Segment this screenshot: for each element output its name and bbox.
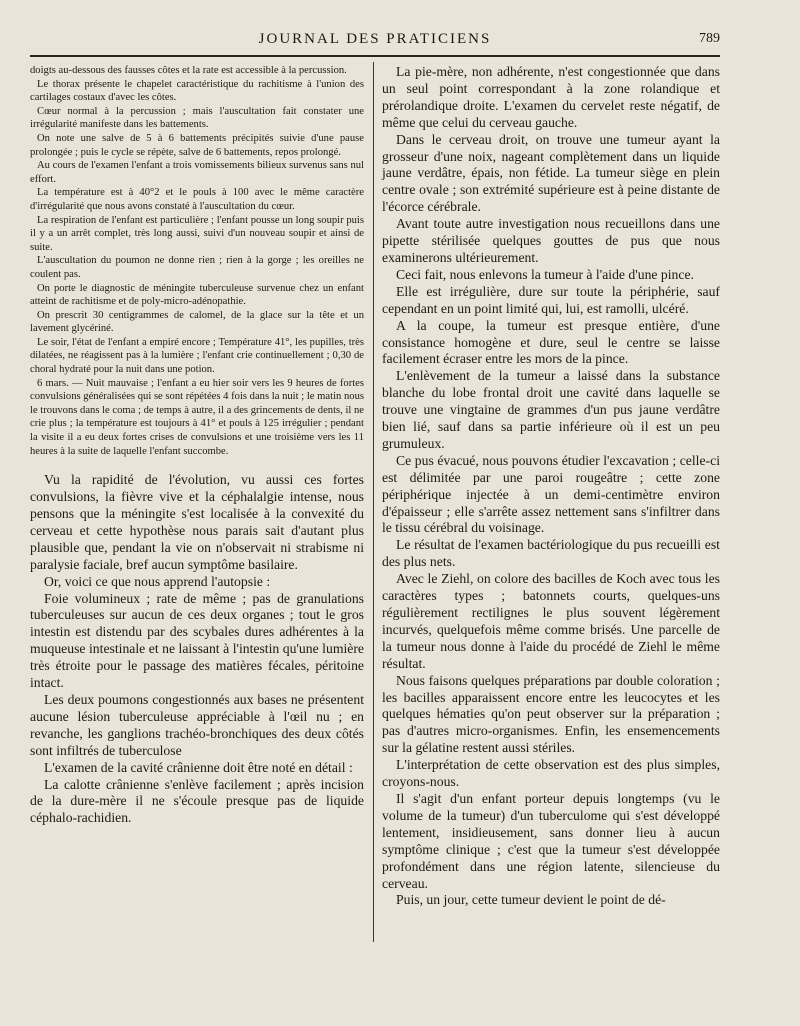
paragraph: Elle est irrégulière, dure sur toute la périphérie, sauf cependant en un point limité qui, lui, est ramolli, ulcéré. xyxy=(382,283,720,316)
column-divider xyxy=(373,62,374,942)
paragraph: Le soir, l'état de l'enfant a empiré encore ; Température 41°, les pupilles, très dilatées, ne réagissent pas à la lumière ; l'enfant crie continuellement ; 0,30 de choral hydraté pour la nuit dans une potion. xyxy=(30,336,364,376)
paragraph: Les deux poumons congestionnés aux bases ne présentent aucune lésion tuberculeuse appréciable à l'œil nu ; en revanche, les ganglions trachéo-bronchiques des deux côtés sont infiltrés de tuberculose xyxy=(30,692,364,758)
paragraph: La température est à 40°2 et le pouls à 100 avec le même caractère d'irrégularité que nous avons constaté à l'auscultation du cœur. xyxy=(30,187,364,212)
paragraph: Nous faisons quelques préparations par double coloration ; les bacilles apparaissent encore entre les leucocytes et les quelques hématies qu'on peut observer sur la préparation ; pas d'autres micro-organismes. Enfin, les ensemencements sur la gélatine restent aussi stériles. xyxy=(382,672,720,756)
right-column xyxy=(382,64,720,909)
paragraph: Le résultat de l'examen bactériologique du pus recueilli est des plus nets. xyxy=(382,537,720,570)
paragraph: La respiration de l'enfant est particulière ; l'enfant pousse un long soupir puis il y a un arrêt complet, très long aussi, suivi d'un nouveau soupir et ainsi de suite. xyxy=(30,214,364,253)
left-column xyxy=(30,64,364,827)
paragraph: Or, voici ce que nous apprend l'autopsie : xyxy=(44,573,271,589)
paragraph: Foie volumineux ; rate de même ; pas de granulations tuberculeuses sur aucun de ces deux organes ; tout le gros intestin est distendu par des scybales dures adhérentes à la muqueuse intestinale et ne laissant à l'intestin qu'une lumière très étroite pour le passage des matières fécales, péritoine intact. xyxy=(30,590,364,691)
paragraph: Dans le cerveau droit, on trouve une tumeur ayant la grosseur d'une noix, nageant complètement dans un liquide jaune verdâtre, épais, non fétide. La tumeur siège en plein centre ovale ; son extrémité supérieure est à peine distante de l'écorce cérébrale. xyxy=(382,131,720,215)
paragraph: La pie-mère, non adhérente, n'est congestionnée que dans un seul point correspondant à la zone rolandique et prérolandique droite. L'examen du cervelet reste négatif, de même que celui du cerveau gauche. xyxy=(382,64,720,130)
autopsy-text xyxy=(382,64,720,909)
header-rule xyxy=(30,55,720,57)
paragraph: A la coupe, la tumeur est presque entière, d'une consistance homogène et dure, seul le centre se laisse facilement écraser entre les mors de la pince. xyxy=(382,317,720,367)
paragraph: Ceci fait, nous enlevons la tumeur à l'aide d'une pince. xyxy=(396,266,694,282)
paragraph: Vu la rapidité de l'évolution, vu aussi ces fortes convulsions, la fièvre vive et la céphalalgie intense, nous pensons que la méningite s'est localisée à la convexité du cerveau et cette hypothèse nous parais sait d'autant plus plausible que, pendant la vie on n'observait ni strabisme ni paralysie faciale, bref aucun symptôme basilaire. xyxy=(30,472,364,572)
paragraph: doigts au-dessous des fausses côtes et la rate est accessible à la percussion. xyxy=(30,65,347,76)
paragraph: Ce pus évacué, nous pouvons étudier l'excavation ; celle-ci est délimitée par une paroi rougeâtre ; cette zone périphérique injectée à un demi-centimètre environ d'épaisseur ; elle s'arrête assez nettement sans s'infiltrer dans le tissu cérébral du voisinage. xyxy=(382,452,720,536)
paragraph: L'enlèvement de la tumeur a laissé dans la substance blanche du lobe frontal droit une cavité dans laquelle se trouve une vingtaine de grammes d'un pus jaune verdâtre bien lié, sauf dans sa partie inférieure où il est un peu grumuleux. xyxy=(382,368,720,451)
paragraph: Avant toute autre investigation nous recueillons dans une pipette stérilisée quelques gouttes de pus que nous examinerons ultérieurement. xyxy=(382,216,720,265)
case-notes xyxy=(30,64,364,458)
discussion-text xyxy=(30,472,364,827)
paragraph: Au cours de l'examen l'enfant a trois vomissements bilieux survenus sans nul effort. xyxy=(30,160,364,185)
paragraph: On note une salve de 5 à 6 battements précipités suivie d'une pause prolongée ; puis le cycle se répète, salve de 6 battements, repos prolongé. xyxy=(30,132,364,158)
page-number: 789 xyxy=(699,31,720,46)
page-header xyxy=(30,28,720,54)
paragraph: On prescrit 30 centigrammes de calomel, de la glace sur la tête et un lavement glycériné. xyxy=(30,309,364,335)
paragraph: Le thorax présente le chapelet caractéristique du rachitisme à l'union des cartilages costaux d'avec les côtes. xyxy=(30,78,364,104)
paragraph: L'interprétation de cette observation est des plus simples, croyons-nous. xyxy=(382,757,720,790)
paragraph: Il s'agit d'un enfant porteur depuis longtemps (vu le volume de la tumeur) d'un tuberculome qui s'est développé lentement, insidieusement, sans donner lieu à aucun symptôme clinique ; c'est que la tumeur s'est développée profondément dans une région latente, silencieuse du cerveau. xyxy=(382,790,720,891)
paragraph: 6 mars. — Nuit mauvaise ; l'enfant a eu hier soir vers les 9 heures de fortes convulsions généralisées qui se sont répétées 4 fois dans la nuit ; le matin nous le trouvons dans le coma ; de temps à autre, il a des grincements de dents, il ne crie plus ; la température est toujours à 41° et pouls à 125 irrégulier ; pendant la visite il a eu deux fortes crises de convulsions et une troisième vers les 11 heures à la suite de laquelle l'enfant succombe. xyxy=(30,377,364,457)
paragraph: Puis, un jour, cette tumeur devient le point de dé- xyxy=(396,892,666,908)
paragraph: L'auscultation du poumon ne donne rien ; rien à la gorge ; les oreilles ne coulent pas. xyxy=(30,255,364,280)
paragraph: La calotte crânienne s'enlève facilement ; après incision de la dure-mère il ne s'écoule presque pas de liquide céphalo-rachidien. xyxy=(30,776,364,826)
running-title: JOURNAL DES PRATICIENS xyxy=(258,31,492,47)
paragraph: Cœur normal à la percussion ; mais l'auscultation fait constater une irrégularité manifeste dans les battements. xyxy=(30,105,364,131)
paragraph: L'examen de la cavité crânienne doit être noté en détail : xyxy=(44,759,353,775)
paragraph: Avec le Ziehl, on colore des bacilles de Koch avec tous les caractères types ; batonnets courts, quelques-uns régulièrement rectilignes le plus souvent légèrement incurvés, quelquefois même comme brisés. Une parcelle de la tumeur nous donne à l'aide du procédé de Ziehl le même résultat. xyxy=(382,571,720,671)
paragraph: On porte le diagnostic de méningite tuberculeuse survenue chez un enfant atteint de rachitisme et de poly-micro-adénopathie. xyxy=(30,282,364,308)
